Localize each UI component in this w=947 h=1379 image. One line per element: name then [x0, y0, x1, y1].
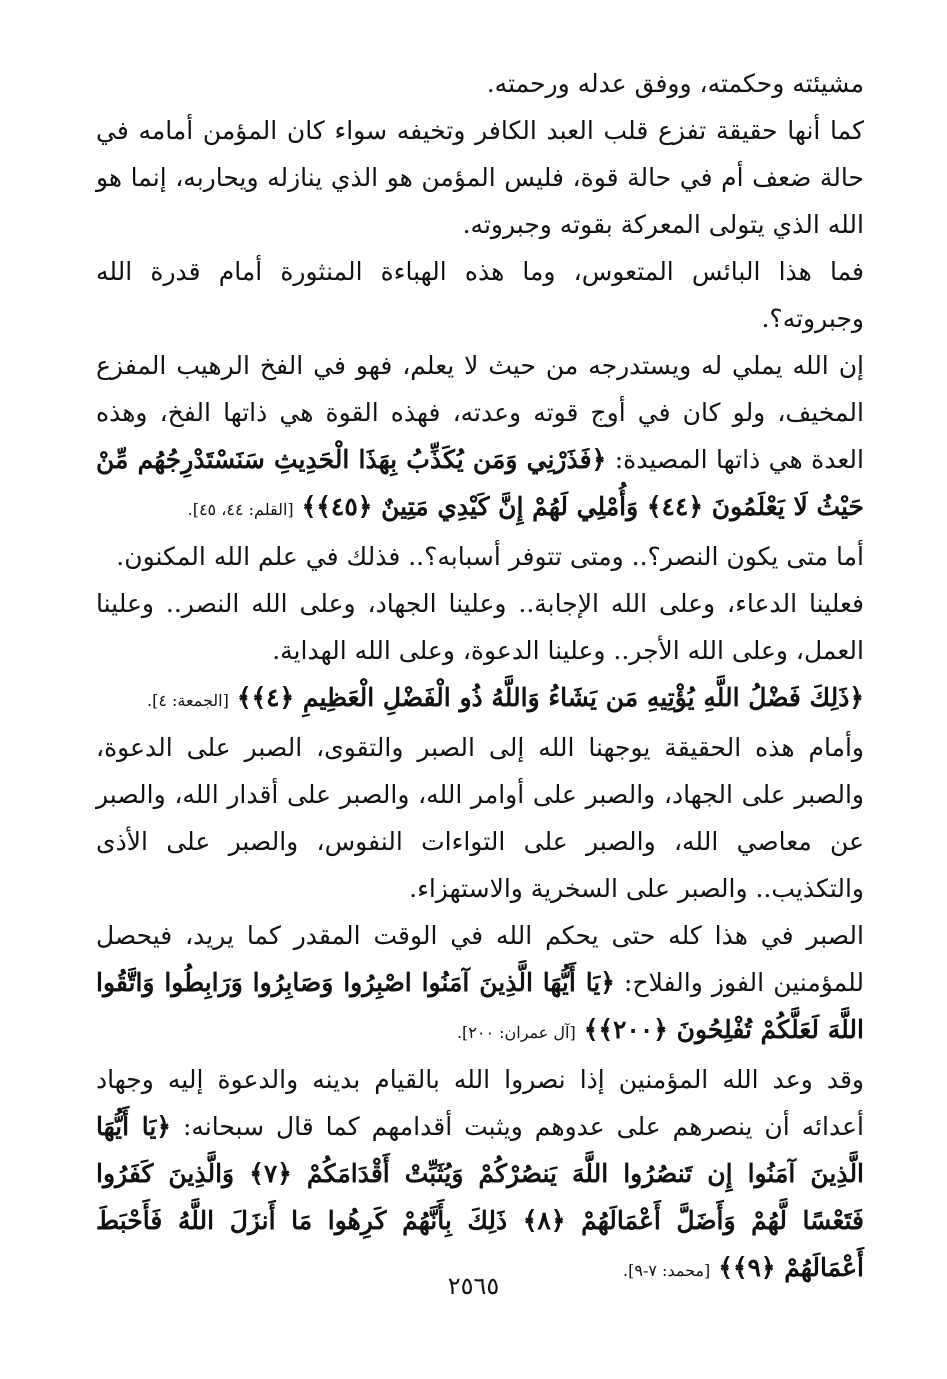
- paragraph-5: أما متى يكون النصر؟.. ومتى تتوفر أسبابه؟.. فذلك في علم الله المكنون.: [116, 542, 864, 571]
- quran-verse-muhammad: ﴿يَا أَيُّهَا الَّذِينَ آمَنُوا إِن تَنصُرُوا اللَّهَ يَنصُرْكُمْ وَيُثَبِّتْ أَقْدَامَكُمْ ﴿٧﴾ وَالَّذِينَ كَفَرُوا فَتَعْسًا لَّهُمْ وَأَضَلَّ أَعْمَالَهُمْ ﴿٨﴾ ذَلِكَ بِأَنَّهُمْ كَرِهُوا مَا أَنزَلَ اللَّهُ فَأَحْبَطَ أَعْمَالَهُمْ ﴿٩﴾﴾: [96, 1112, 865, 1282]
- paragraph-8: وأمام هذه الحقيقة يوجهنا الله إلى الصبر والتقوى، الصبر على الدعوة، والصبر على الجهاد، والصبر على أوامر الله، والصبر على أقدار الله، والصبر عن معاصي الله، والصبر على التواءات النفوس، والصبر على الأذى والتكذيب.. والصبر على السخرية والاستهزاء.: [96, 733, 864, 903]
- paragraph-7: [96, 674, 864, 724]
- quran-verse-qalam: ﴿فَذَرْنِي وَمَن يُكَذِّبُ بِهَذَا الْحَدِيثِ سَنَسْتَدْرِجُهُم مِّنْ حَيْثُ لَا يَعْلَمُونَ ﴿٤٤﴾ وَأُمْلِي لَهُمْ إِنَّ كَيْدِي مَتِينٌ ﴿٤٥﴾﴾: [96, 445, 864, 521]
- paragraph-2: كما أنها حقيقة تفزع قلب العبد الكافر وتخيفه سواء كان المؤمن أمامه في حالة ضعف أم في حالة قوة، فليس المؤمن هو الذي ينازله ويحاربه، إنما هو الله الذي يتولى المعركة بقوته وجبروته.: [96, 116, 864, 239]
- paragraph-1: مشيئته وحكمته، ووفق عدله ورحمته.: [486, 69, 864, 98]
- paragraph-3: فما هذا البائس المتعوس، وما هذه الهباءة المنثورة أمام قدرة الله وجبروته؟.: [96, 257, 864, 333]
- paragraph-9-text: الصبر في هذا كله حتى يحكم الله في الوقت المقدر كما يريد، فيحصل للمؤمنين الفوز والفلاح:: [96, 921, 865, 997]
- verse-reference-muhammad: [محمد: ٧-٩].: [623, 1261, 711, 1280]
- paragraph-9: [96, 912, 864, 1056]
- verse-reference-jumuah: [الجمعة: ٤].: [147, 691, 229, 710]
- verse-reference-al-imran: [آل عمران: ٢٠٠].: [456, 1023, 576, 1042]
- paragraph-10-text: وقد وعد الله المؤمنين إذا نصروا الله بالقيام بدينه والدعوة إليه وجهاد أعدائه أن ينصرهم على عدوهم ويثبت أقدامهم كما قال سبحانه:: [96, 1065, 864, 1141]
- paragraph-10: [96, 1056, 864, 1294]
- page-number: ٢٥٦٥: [447, 1272, 500, 1300]
- paragraph-6: فعلينا الدعاء، وعلى الله الإجابة.. وعلينا الجهاد، وعلى الله النصر.. وعلينا العمل، وعلى الله الأجر.. وعلينا الدعوة، وعلى الله الهداية.: [96, 589, 864, 665]
- quran-verse-jumuah: ﴿ذَلِكَ فَضْلُ اللَّهِ يُؤْتِيهِ مَن يَشَاءُ وَاللَّهُ ذُو الْفَضْلِ الْعَظِيمِ ﴿٤﴾﴾: [236, 683, 864, 712]
- page-body: [96, 60, 864, 1294]
- paragraph-4: [96, 342, 864, 533]
- paragraph-4-text: إن الله يملي له ويستدرجه من حيث لا يعلم، فهو في الفخ الرهيب المفزع المخيف، ولو كان في أوج قوته وعدته، فهذه القوة هي ذاتها الفخ، وهذه العدة هي ذاتها المصيدة:: [96, 351, 864, 474]
- verse-reference-qalam: [القلم: ٤٤، ٤٥].: [187, 500, 294, 519]
- quran-verse-al-imran: ﴿يَا أَيُّهَا الَّذِينَ آمَنُوا اصْبِرُوا وَصَابِرُوا وَرَابِطُوا وَاتَّقُوا اللَّهَ لَعَلَّكُمْ تُفْلِحُونَ ﴿٢٠٠﴾﴾: [96, 968, 864, 1044]
